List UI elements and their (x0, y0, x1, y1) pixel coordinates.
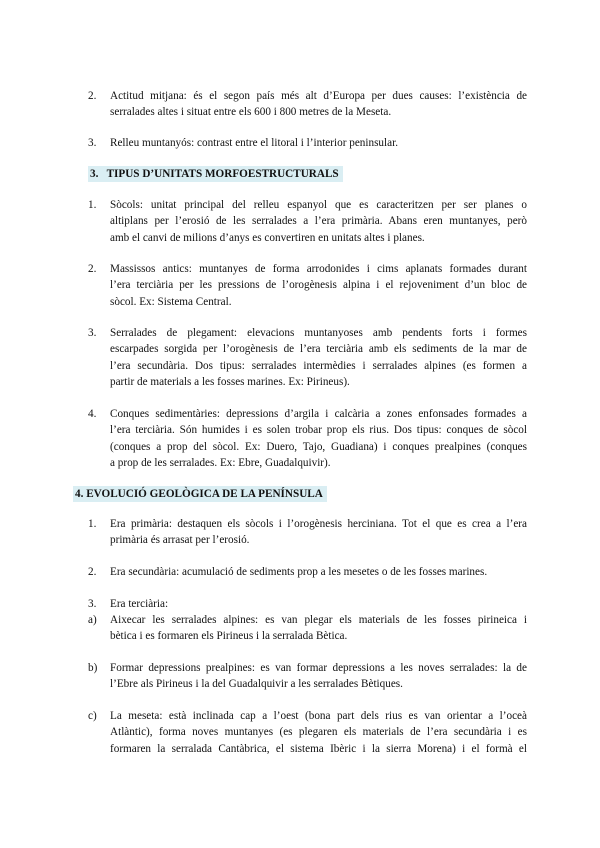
text-line: Era primària: destaquen els sòcols i l’orogènesis herciniana. Tot el que es crea a l’era (110, 518, 527, 530)
text-line: primària és arrasat per l’erosió. (110, 534, 250, 547)
list-item-actitud-mitjana (88, 88, 527, 121)
text-line: sòcol. Ex: Sistema Central. (110, 295, 232, 308)
section-heading-evolucio-geologica: 4. EVOLUCIÓ GEOLÒGICA DE LA PENÍNSULA (73, 486, 327, 502)
list-number: 1. (88, 199, 97, 211)
text-line: escarpades sorgida per l’orogènesis de l’era terciària amb els sediments de la mar de (110, 343, 527, 356)
list-number: 2. (88, 90, 97, 102)
text-line: partir de materials a les fosses marines. Ex: Pirineus). (110, 376, 350, 389)
list-number: 2. (88, 566, 97, 578)
list-item-socols (88, 197, 527, 246)
list-item-massissos-antics (88, 261, 527, 310)
text-line: Era secundària: acumulació de sediments prop a les mesetes o de les fosses marines. (110, 566, 488, 578)
list-letter: c) (88, 710, 97, 722)
list-letter: b) (88, 662, 98, 674)
list-item-conques-sedimentaries (88, 406, 527, 472)
list-item-era-primaria (88, 516, 527, 549)
section-heading-tipus-unitats: 3. TIPUS D’UNITATS MORFOESTRUCTURALS (88, 166, 343, 182)
text-line: Era terciària: (110, 598, 169, 610)
text-line: Massissos antics: muntanyes de forma arrodonides i cims aplanats formades durant (110, 263, 527, 275)
text-line: Conques sedimentàries: depressions d’argila i calcària a zones enfonsades formades a (110, 408, 527, 420)
text-line: (conques a prop del sòcol. Ex: Duero, Tajo, Guadiana) i conques prealpines (conques (110, 440, 527, 453)
text-line: serralades altes i situat entre els 600 i 800 metres de la Meseta. (110, 106, 392, 119)
list-item-era-secundaria (88, 564, 527, 580)
list-letter: a) (88, 614, 97, 626)
list-number: 3. (88, 137, 97, 149)
text-line: l’era terciària. Són humides i es solen trobar prop els rius. Dos tipus: conques de sòcol (110, 424, 527, 437)
text-line: l’Ebre als Pirineus i la del Guadalquivir a les serralades Bètiques. (110, 678, 403, 691)
list-number: 3. (88, 327, 97, 339)
text-line: Serralades de plegament: elevacions muntanyoses amb pendents forts i formes (110, 327, 527, 339)
list-number: 1. (88, 518, 97, 530)
text-line: l’era secundària. Dos tipus: serralades intermèdies i serralades alpines (es formen a (110, 359, 527, 372)
list-item-serralades-plegament (88, 325, 527, 391)
text-line: Sòcols: unitat principal del relleu espanyol que es caracteritzen per ser planes o (110, 199, 527, 211)
text-line: a prop de les serralades. Ex: Ebre, Guadalquivir). (110, 457, 331, 470)
list-item-aixecar-serralades (88, 612, 527, 645)
list-item-formar-depressions (88, 660, 527, 693)
list-number: 2. (88, 263, 97, 275)
list-item-la-meseta (88, 708, 527, 757)
text-line: Actitud mitjana: és el segon país més alt d’Europa per dues causes: l’existència de (110, 90, 527, 102)
text-line: formaren la serralada Cantàbrica, el sistema Ibèric i la sierra Morena) i el formà el (110, 742, 527, 755)
text-line: bètica i es formaren els Pirineus i la serralada Bètica. (110, 630, 348, 643)
list-item-era-terciaria (88, 596, 527, 612)
text-line: Formar depressions prealpines: es van formar depressions a les noves serralades: la de (110, 662, 527, 674)
text-line: l’era terciària per les pressions de l’orogènesis alpina i el rejoveniment d’un bloc de (110, 279, 527, 292)
text-line: Atlàntic), forma noves muntanyes (es plegaren els materials de l’era secundària i es (110, 726, 527, 739)
list-item-relleu-muntanyos (88, 135, 527, 151)
text-line: La meseta: està inclinada cap a l’oest (bona part dels rius es van orientar a l’oceà (110, 710, 527, 722)
list-number: 4. (88, 408, 97, 420)
text-line: Relleu muntanyós: contrast entre el litoral i l’interior peninsular. (110, 137, 399, 149)
text-line: altiplans per l’erosió de les serralades a l’era primària. Abans eren muntanyes, però (110, 215, 527, 228)
text-line: amb el canvi de milions d’anys es convertiren en unitats altes i planes. (110, 231, 425, 244)
text-line: Aixecar les serralades alpines: es van plegar els materials de les fosses pirineica i (110, 614, 527, 626)
list-number: 3. (88, 598, 97, 610)
